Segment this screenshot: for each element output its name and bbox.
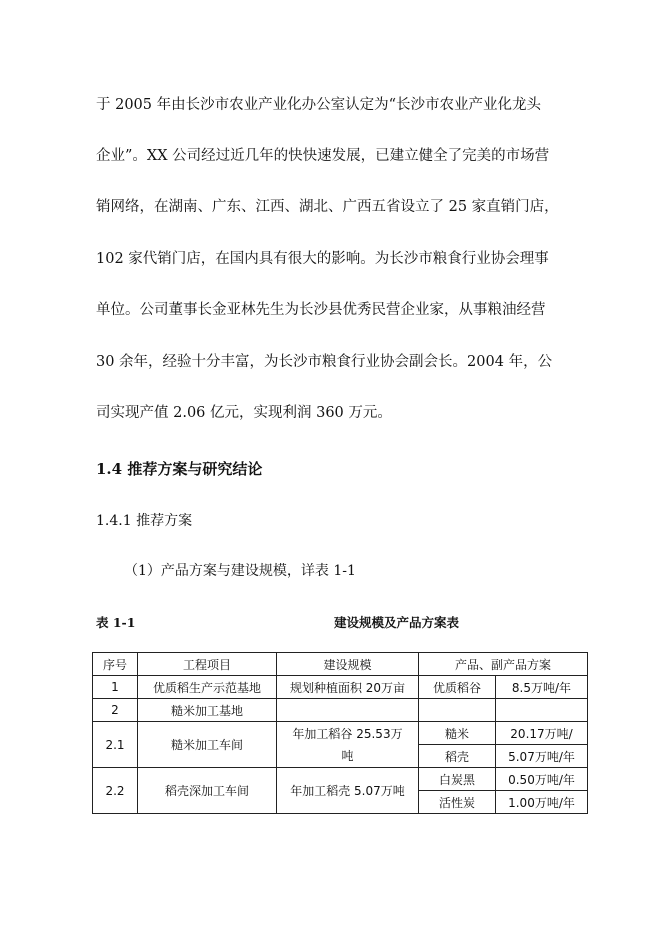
paragraph-line: 于 2005 年由长沙市农业产业化办公室认定为“长沙市农业产业化龙头 bbox=[96, 97, 542, 113]
table-title: 建设规模及产品方案表 bbox=[334, 615, 460, 630]
table-cell bbox=[496, 699, 588, 722]
table-cell bbox=[277, 722, 419, 768]
table-cell: 年加工稻壳 5.07万吨 bbox=[277, 768, 419, 814]
table-cell: 糙米 bbox=[419, 722, 496, 745]
scale-line: 年加工稻谷 25.53万 bbox=[292, 726, 403, 741]
table-row bbox=[93, 676, 588, 699]
scale-line: 吨 bbox=[341, 748, 354, 763]
header-cell: 序号 bbox=[93, 653, 138, 676]
table-cell bbox=[419, 699, 496, 722]
paragraph-line: 102 家代销门店，在国内具有很大的影响。为长沙市粮食行业协会理事 bbox=[96, 251, 549, 267]
table-cell: 糙米加工车间 bbox=[138, 722, 277, 768]
table-cell: 稻壳深加工车间 bbox=[138, 768, 277, 814]
paragraph-line: 单位。公司董事长金亚林先生为长沙县优秀民营企业家，从事粮油经营 bbox=[96, 302, 546, 318]
paragraph-line: 司实现产值 2.06 亿元，实现利润 360 万元。 bbox=[96, 405, 392, 421]
table-cell: 0.50万吨/年 bbox=[496, 768, 588, 791]
table-cell: 8.5万吨/年 bbox=[496, 676, 588, 699]
table-cell: 优质稻生产示范基地 bbox=[138, 676, 277, 699]
table-cell: 活性炭 bbox=[419, 791, 496, 814]
table-cell: 糙米加工基地 bbox=[138, 699, 277, 722]
table-cell: 白炭黑 bbox=[419, 768, 496, 791]
table-header-row bbox=[93, 653, 588, 676]
table-row bbox=[93, 768, 588, 791]
table-cell bbox=[277, 699, 419, 722]
table-cell: 规划种植面积 20万亩 bbox=[277, 676, 419, 699]
table-cell: 2 bbox=[93, 699, 138, 722]
header-cell: 建设规模 bbox=[277, 653, 419, 676]
subsection-heading: 1.4.1 推荐方案 bbox=[96, 513, 193, 529]
table-row bbox=[93, 722, 588, 745]
paragraph-line: 30 余年，经验十分丰富，为长沙市粮食行业协会副会长。2004 年，公 bbox=[96, 354, 553, 370]
table-number: 表 1-1 bbox=[96, 615, 136, 630]
paragraph-line: 企业”。XX 公司经过近几年的快快速发展，已建立健全了完美的市场营 bbox=[96, 148, 550, 164]
paragraph-line: 销网络，在湖南、广东、江西、湖北、广西五省设立了 25 家直销门店， bbox=[96, 199, 559, 215]
scale-product-table bbox=[92, 652, 588, 814]
table-cell: 5.07万吨/年 bbox=[496, 745, 588, 768]
header-cell: 工程项目 bbox=[138, 653, 277, 676]
sub-item-text: （1）产品方案与建设规模，详表 1-1 bbox=[124, 563, 356, 579]
table-cell: 1.00万吨/年 bbox=[496, 791, 588, 814]
table-cell: 优质稻谷 bbox=[419, 676, 496, 699]
section-heading: 1.4 推荐方案与研究结论 bbox=[96, 460, 263, 478]
table-cell: 20.17万吨/ bbox=[496, 722, 588, 745]
header-cell: 产品、副产品方案 bbox=[419, 653, 588, 676]
table-cell: 2.1 bbox=[93, 722, 138, 768]
table-cell: 2.2 bbox=[93, 768, 138, 814]
table-cell: 稻壳 bbox=[419, 745, 496, 768]
table-row bbox=[93, 699, 588, 722]
table-cell: 1 bbox=[93, 676, 138, 699]
